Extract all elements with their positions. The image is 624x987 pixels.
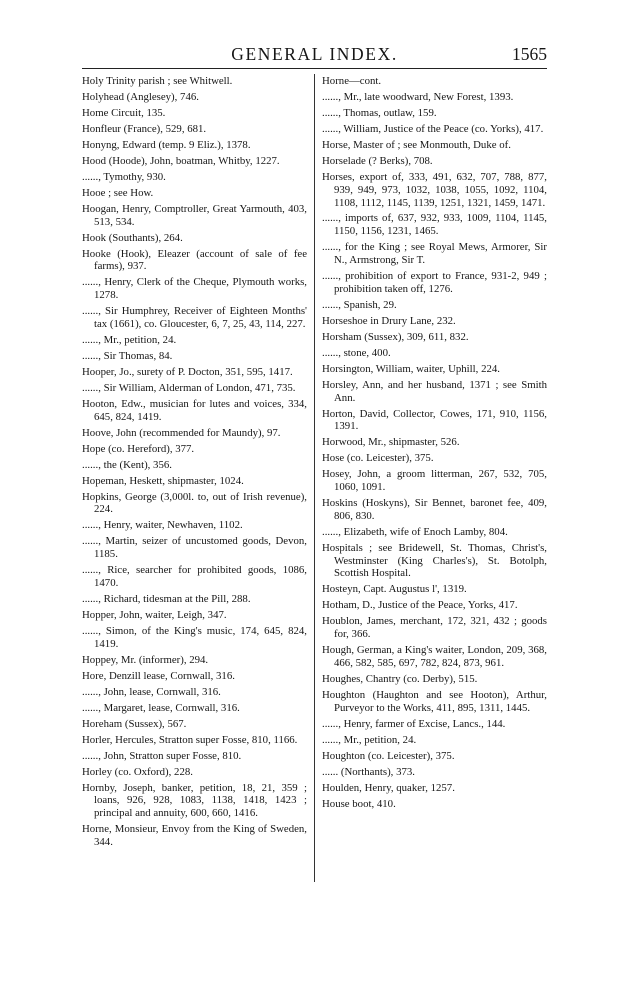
- index-entry: Horley (co. Oxford), 228.: [82, 765, 193, 778]
- index-entry: ......, Margaret, lease, Cornwall, 316.: [82, 701, 240, 714]
- index-entry: Hosey, John, a groom litterman, 267, 532, 705, 1060, 1091.: [322, 468, 547, 494]
- index-entry: Horseshoe in Drury Lane, 232.: [322, 314, 456, 327]
- index-entry: Horne—cont.: [322, 75, 382, 87]
- index-entry: Honyng, Edward (temp. 9 Eliz.), 1378.: [82, 138, 251, 151]
- index-entry: ......, Sir William, Alderman of London, 471, 735.: [82, 381, 296, 394]
- index-entry: Horsley, Ann, and her husband, 1371 ; see Smith Ann.: [322, 378, 547, 404]
- index-entry: ......, Simon, of the King's music, 174, 645, 824, 1419.: [82, 624, 307, 650]
- column-divider: [314, 74, 315, 882]
- index-entry: Holy Trinity parish ; see Whitwell.: [82, 75, 233, 87]
- index-entry: ......, Sir Thomas, 84.: [82, 349, 173, 362]
- index-entry: ......, Sir Humphrey, Receiver of Eighteen Months' tax (1661), co. Gloucester, 6, 7, 25, 43, 114, 227.: [82, 305, 307, 330]
- index-entry: Hornby, Joseph, banker, petition, 18, 21, 359 ; loans, 926, 928, 1083, 1138, 1418, 1423 ; principal and annuity, 600, 660, 1416.: [82, 781, 307, 820]
- index-entry: ......, Mr., late woodward, New Forest, 1393.: [322, 90, 514, 103]
- index-entry: Houlden, Henry, quaker, 1257.: [322, 781, 455, 794]
- index-entry: ......, Henry, Clerk of the Cheque, Plymouth works, 1278.: [82, 276, 307, 302]
- index-entry: Horton, David, Collector, Cowes, 171, 910, 1156, 1391.: [322, 407, 547, 433]
- index-entry: ......, Thomas, outlaw, 159.: [322, 106, 437, 119]
- index-entry: Horsham (Sussex), 309, 611, 832.: [322, 330, 469, 343]
- index-entry: ......, Henry, farmer of Excise, Lancs., 144.: [322, 717, 506, 730]
- index-entry: ......, William, Justice of the Peace (co. Yorks), 417.: [322, 122, 544, 135]
- index-entry: Horler, Hercules, Stratton super Fosse, 810, 1166.: [82, 733, 298, 746]
- index-entry: ...... (Northants), 373.: [322, 765, 415, 778]
- index-entry: ......, stone, 400.: [322, 346, 391, 359]
- index-entry: ......, John, Stratton super Fosse, 810.: [82, 749, 242, 762]
- page-header: [82, 44, 547, 68]
- index-entry: Horne, Monsieur, Envoy from the King of Sweden, 344.: [82, 823, 307, 848]
- index-entry: Hooke (Hook), Eleazer (account of sale of fee farms), 937.: [82, 247, 307, 273]
- index-entry: Home Circuit, 135.: [82, 106, 166, 119]
- index-entry: Hough, German, a King's waiter, London, 209, 368, 466, 582, 585, 697, 782, 824, 873, 961.: [322, 644, 547, 669]
- index-entry: Holyhead (Anglesey), 746.: [82, 90, 199, 103]
- index-entry: Hose (co. Leicester), 375.: [322, 452, 434, 465]
- index-entry: Hopkins, George (3,000l. to, out of Irish revenue), 224.: [82, 490, 307, 516]
- index-entry: Hospitals ; see Bridewell, St. Thomas, Christ's, Westminster (King Charles's), St. Botolph, Scottish Hospital.: [322, 541, 547, 580]
- index-entry: ......, Tymothy, 930.: [82, 170, 166, 183]
- index-entry: Houghes, Chantry (co. Derby), 515.: [322, 672, 478, 685]
- index-column-right: [322, 75, 547, 814]
- index-entry: Hook (Southants), 264.: [82, 231, 183, 244]
- index-entry: Houghton (Haughton and see Hooton), Arthur, Purveyor to the Works, 411, 895, 1311, 1445.: [322, 688, 547, 714]
- index-entry: ......, Martin, seizer of uncustomed goods, Devon, 1185.: [82, 535, 307, 561]
- index-entry: Hooton, Edw., musician for lutes and voices, 334, 645, 824, 1419.: [82, 397, 307, 423]
- index-entry: Hopeman, Heskett, shipmaster, 1024.: [82, 474, 244, 487]
- index-entry: Hope (co. Hereford), 377.: [82, 442, 195, 455]
- index-entry: Hoppey, Mr. (informer), 294.: [82, 653, 209, 666]
- index-entry: ......, Henry, waiter, Newhaven, 1102.: [82, 519, 243, 532]
- index-entry: ......, Spanish, 29.: [322, 298, 397, 311]
- header-rule: [82, 68, 547, 69]
- running-title: GENERAL INDEX.: [231, 44, 398, 64]
- index-entry: ......, Mr., petition, 24.: [82, 333, 177, 346]
- index-entry: Horses, export of, 333, 491, 632, 707, 788, 877, 939, 949, 973, 1032, 1038, 1055, 1092, 1104, 1108, 1112, 1145, 1139, 1251, 1321, 1459, 1471.: [322, 170, 547, 209]
- index-entry: ......, the (Kent), 356.: [82, 458, 172, 471]
- index-entry: Horselade (? Berks), 708.: [322, 154, 433, 167]
- index-entry: Hooper, Jo., surety of P. Docton, 351, 595, 1417.: [82, 365, 293, 378]
- index-entry: ......, Richard, tidesman at the Pill, 288.: [82, 592, 251, 605]
- index-entry: ......, Rice, searcher for prohibited goods, 1086, 1470.: [82, 564, 307, 589]
- index-entry: Hore, Denzill lease, Cornwall, 316.: [82, 669, 235, 682]
- index-entry: Horse, Master of ; see Monmouth, Duke of.: [322, 138, 511, 151]
- index-entry: Houblon, James, merchant, 172, 321, 432 ; goods for, 366.: [322, 615, 547, 641]
- index-entry: ......, for the King ; see Royal Mews, Armorer, Sir N., Armstrong, Sir T.: [322, 241, 547, 267]
- index-entry: Horwood, Mr., shipmaster, 526.: [322, 436, 460, 449]
- index-entry: ......, Mr., petition, 24.: [322, 733, 417, 746]
- index-entry: House boot, 410.: [322, 797, 396, 810]
- index-entry: Hoove, John (recommended for Maundy), 97.: [82, 426, 281, 439]
- index-entry: Houghton (co. Leicester), 375.: [322, 749, 455, 762]
- index-entry: Hopper, John, waiter, Leigh, 347.: [82, 608, 227, 621]
- index-entry: ......, prohibition of export to France, 931-2, 949 ; prohibition taken off, 1276.: [322, 270, 547, 295]
- index-entry: Hoskins (Hoskyns), Sir Bennet, baronet fee, 409, 806, 830.: [322, 497, 547, 522]
- page-number: 1565: [512, 44, 547, 64]
- index-entry: Hooe ; see How.: [82, 186, 154, 199]
- index-entry: Horeham (Sussex), 567.: [82, 717, 187, 730]
- index-entry: ......, John, lease, Cornwall, 316.: [82, 685, 221, 698]
- index-entry: ......, Elizabeth, wife of Enoch Lamby, 804.: [322, 525, 508, 538]
- index-entry: Horsington, William, waiter, Uphill, 224.: [322, 362, 500, 375]
- index-entry: Honfleur (France), 529, 681.: [82, 122, 207, 135]
- index-entry: Hoogan, Henry, Comptroller, Great Yarmouth, 403, 513, 534.: [82, 202, 307, 228]
- index-entry: Hosteyn, Capt. Augustus l', 1319.: [322, 583, 467, 596]
- index-entry: Hood (Hoode), John, boatman, Whitby, 1227.: [82, 154, 280, 167]
- index-column-left: [82, 75, 307, 852]
- index-entry: Hotham, D., Justice of the Peace, Yorks, 417.: [322, 599, 518, 612]
- index-entry: ......, imports of, 637, 932, 933, 1009, 1104, 1145, 1150, 1156, 1231, 1465.: [322, 212, 547, 238]
